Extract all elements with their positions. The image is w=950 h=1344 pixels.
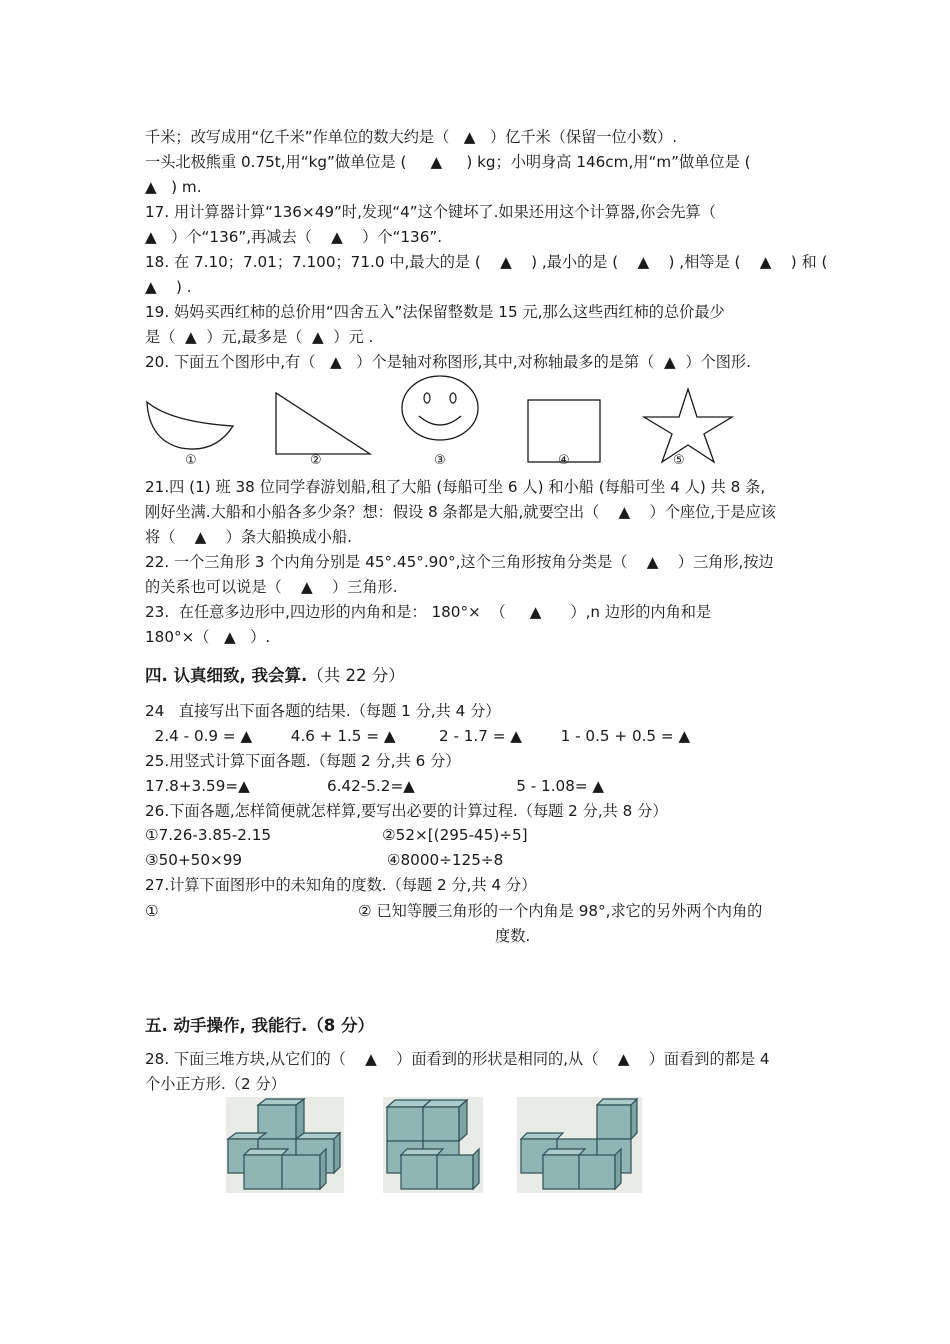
section-title: 五. 动手操作, 我能行. <box>145 1016 308 1035</box>
section-points: （共 22 分） <box>307 666 405 685</box>
cube-stack-image-2 <box>383 1097 483 1193</box>
text-line: 刚好坐满.大船和小船各多少条？想：假设 8 条都是大船,就要空出（ ▲ ）个座位,于是应该 <box>145 503 776 521</box>
text-line: ② 已知等腰三角形的一个内角是 98°,求它的另外两个内角的 <box>358 902 763 920</box>
question-25: 25.用竖式计算下面各题.（每题 2 分,共 6 分） <box>145 752 461 770</box>
shape-label: ④ <box>558 453 570 468</box>
text-line: 千米；改写成用“亿千米”作单位的数大约是（ ▲ ）亿千米（保留一位小数）. <box>145 128 678 146</box>
question-22: 22. 一个三角形 3 个内角分别是 45°.45°.90°,这个三角形按角分类是（ ▲ ）三角形,按边 <box>145 553 774 571</box>
shape-smiley-face <box>399 374 483 444</box>
text-line: ▲ ）个“136”,再减去（ ▲ ）个“136”. <box>145 228 443 246</box>
cube-stack-image-1 <box>226 1097 344 1193</box>
question-18: 18. 在 7.10；7.01；7.100；71.0 中,最大的是 ( ▲ ) ,最小的是 ( ▲ ) ,相等是 ( ▲ ) 和 ( <box>145 253 828 271</box>
shape-star <box>640 385 736 465</box>
question-20: 20. 下面五个图形中,有（ ▲ ）个是轴对称图形,其中,对称轴最多的是第（ ▲ ）个图形. <box>145 353 751 371</box>
text-line: 17.8+3.59=▲ 6.42-5.2=▲ 5 - 1.08= ▲ <box>145 777 605 795</box>
section-5-heading <box>145 1012 374 1036</box>
text-line: 一头北极熊重 0.75t,用“kg”做单位是 ( ▲ ) kg；小明身高 146cm,用“m”做单位是 ( <box>145 153 751 171</box>
section-points: （8 分） <box>307 1016 375 1035</box>
question-24: 24 直接写出下面各题的结果.（每题 1 分,共 4 分） <box>145 702 501 720</box>
text-line: ①7.26-3.85-2.15 ②52×[(295-45)÷5] <box>145 826 528 844</box>
text-line: ▲ ) m. <box>145 178 202 196</box>
text-line: ▲ ) . <box>145 278 192 296</box>
question-21: 21.四 (1) 班 38 位同学春游划船,租了大船 (每船可坐 6 人) 和小船 (每船可坐 4 人) 共 8 条, <box>145 478 766 496</box>
text-line: ③50+50×99 ④8000÷125÷8 <box>145 851 504 869</box>
section-4-heading <box>145 662 405 686</box>
question-28: 28. 下面三堆方块,从它们的（ ▲ ）面看到的形状是相同的,从（ ▲ ）面看到的都是 4 <box>145 1050 770 1068</box>
text-line: 2.4 - 0.9 = ▲ 4.6 + 1.5 = ▲ 2 - 1.7 = ▲ 1 - 0.5 + 0.5 = ▲ <box>145 727 691 745</box>
question-27: 27.计算下面图形中的未知角的度数.（每题 2 分,共 4 分） <box>145 876 537 894</box>
text-line: 度数. <box>495 927 531 945</box>
text-line: 180°×（ ▲ ）. <box>145 628 271 646</box>
shape-label: ① <box>185 453 197 468</box>
shape-crescent <box>143 392 238 454</box>
question-17: 17. 用计算器计算“136×49”时,发现“4”这个键坏了.如果还用这个计算器,你会先算（ <box>145 203 716 221</box>
question-23: 23. 在任意多边形中,四边形的内角和是： 180°× （ ▲ ）,n 边形的内角和是 <box>145 603 712 621</box>
text-line: 的关系也可以说是（ ▲ ）三角形. <box>145 578 398 596</box>
text-line: 个小正方形.（2 分） <box>145 1075 286 1093</box>
shape-label: ⑤ <box>673 453 685 468</box>
text-line: 将（ ▲ ）条大船换成小船. <box>145 528 353 546</box>
text-line: ① <box>145 902 159 920</box>
text-line: 是（ ▲ ）元,最多是（ ▲ ）元 . <box>145 328 374 346</box>
shape-label: ② <box>310 453 322 468</box>
question-26: 26.下面各题,怎样简便就怎样算,要写出必要的计算过程.（每题 2 分,共 8 分） <box>145 802 668 820</box>
shape-label: ③ <box>434 453 446 468</box>
question-19: 19. 妈妈买西红柿的总价用“四舍五入”法保留整数是 15 元,那么这些西红柿的总价最少 <box>145 303 725 321</box>
shape-right-triangle <box>272 390 374 458</box>
section-title: 四. 认真细致, 我会算. <box>145 666 308 685</box>
cube-stack-image-3 <box>517 1097 642 1193</box>
